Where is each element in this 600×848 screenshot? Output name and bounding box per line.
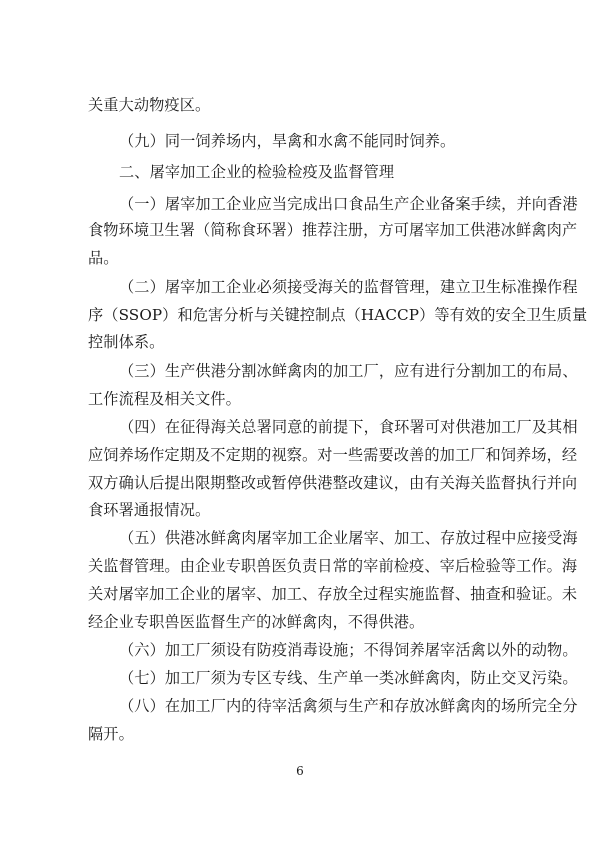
text-line: （五）供港冰鲜禽肉屠宰加工企业屠宰、加工、存放过程中应接受海 — [119, 529, 578, 547]
text-line: （二）屠宰加工企业必须接受海关的监督管理，建立卫生标准操作程 — [119, 278, 578, 296]
text-line: （八）在加工厂内的待宰活禽须与生产和存放冰鲜禽肉的场所完全分 — [119, 697, 578, 715]
text-line: 双方确认后提出限期整改或暂停供港整改建议，由有关海关监督执行并向 — [88, 474, 578, 492]
text-line: 食物环境卫生署（简称食环署）推荐注册，方可屠宰加工供港冰鲜禽肉产 — [88, 221, 578, 239]
text-line: 食环署通报情况。 — [88, 501, 211, 519]
text-line: 品。 — [88, 249, 119, 267]
text-line: 关监督管理。由企业专职兽医负责日常的宰前检疫、宰后检验等工作。海 — [88, 557, 578, 575]
text-line: （七）加工厂须为专区专线、生产单一类冰鲜禽肉，防止交叉污染。 — [119, 669, 578, 687]
text-line: 序（SSOP）和危害分析与关键控制点（HACCP）等有效的安全卫生质量 — [88, 306, 588, 324]
text-line: 关重大动物疫区。 — [88, 96, 211, 114]
text-line: 应饲养场作定期及不定期的视察。对一些需要改善的加工厂和饲养场，经 — [88, 446, 578, 464]
text-line: 隔开。 — [88, 725, 134, 743]
text-line: （六）加工厂须设有防疫消毒设施；不得饲养屠宰活禽以外的动物。 — [119, 641, 578, 659]
text-line: （九）同一饲养场内，旱禽和水禽不能同时饲养。 — [119, 132, 456, 150]
page-number: 6 — [296, 764, 304, 778]
text-line: （四）在征得海关总署同意的前提下，食环署可对供港加工厂及其相 — [119, 418, 578, 436]
text-line: 关对屠宰加工企业的屠宰、加工、存放全过程实施监督、抽查和验证。未 — [88, 585, 578, 603]
text-line: 工作流程及相关文件。 — [88, 390, 241, 408]
text-line: （三）生产供港分割冰鲜禽肉的加工厂，应有进行分割加工的布局、 — [119, 362, 578, 380]
section-heading: 二、屠宰加工企业的检验检疫及监督管理 — [119, 163, 395, 181]
text-line: 控制体系。 — [88, 333, 165, 351]
text-line: （一）屠宰加工企业应当完成出口食品生产企业备案手续，并向香港 — [119, 195, 578, 213]
text-line: 经企业专职兽医监督生产的冰鲜禽肉，不得供港。 — [88, 613, 425, 631]
